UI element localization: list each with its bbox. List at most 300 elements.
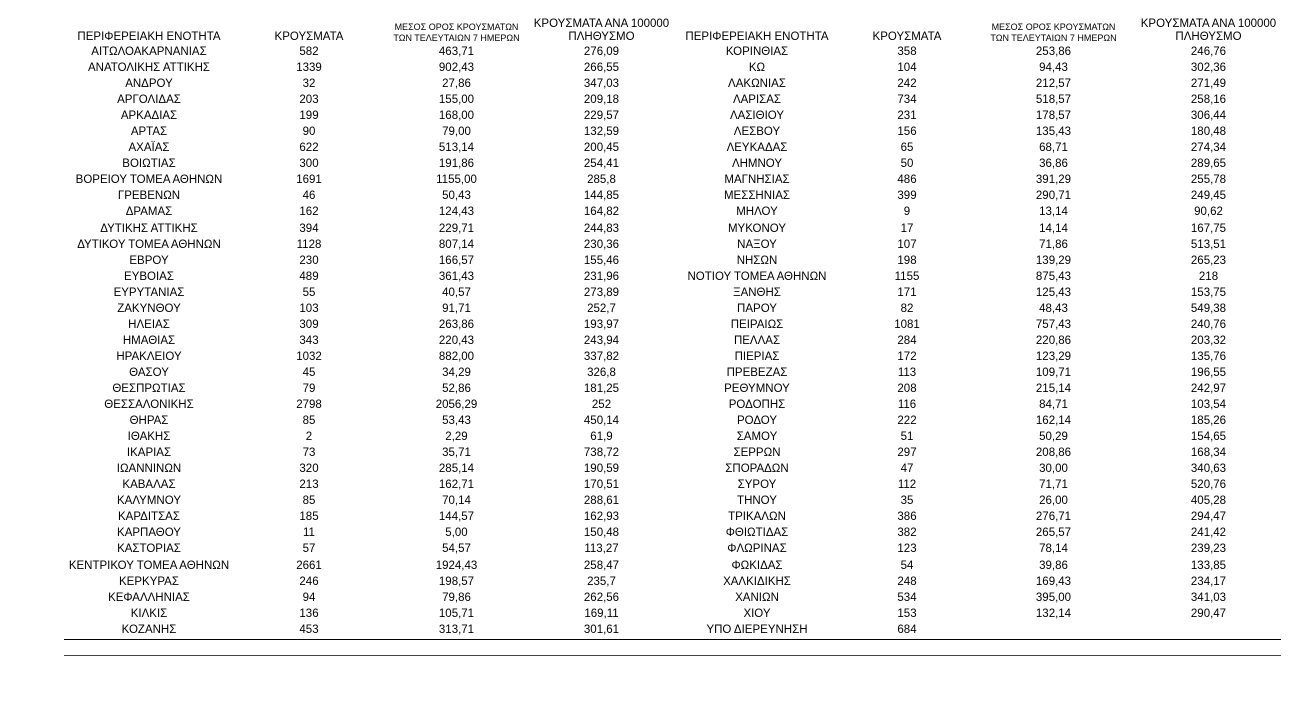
- cases-cell: 116: [897, 399, 917, 412]
- region-cell: ΧΑΝΙΩΝ: [735, 591, 779, 604]
- region-cell: ΘΕΣΠΡΩΤΙΑΣ: [112, 383, 186, 395]
- seven-day-average-cell: 35,71: [442, 447, 471, 460]
- cases-cell: 343: [299, 334, 319, 347]
- table-row: [64, 445, 674, 461]
- seven-day-average-cell: 463,71: [438, 46, 475, 59]
- per-100k-cell: 144,85: [583, 190, 620, 203]
- seven-day-average-cell: 162,14: [1035, 415, 1072, 428]
- cases-cell: 153: [897, 607, 917, 620]
- per-100k-cell: 265,23: [1190, 254, 1227, 267]
- seven-day-average-cell: 178,57: [1035, 110, 1072, 123]
- table-row: [671, 574, 1281, 590]
- table-row: [64, 509, 674, 525]
- region-cell: ΓΡΕΒΕΝΩΝ: [117, 190, 181, 203]
- seven-day-average-cell: 91,71: [442, 302, 471, 315]
- per-100k-cell: 405,28: [1190, 495, 1227, 508]
- per-100k-cell: 520,76: [1190, 479, 1227, 492]
- table-row: [64, 333, 674, 349]
- per-100k-cell: 200,45: [583, 142, 620, 155]
- cases-cell: 45: [302, 366, 316, 379]
- table-row: [671, 622, 1281, 638]
- cases-cell: 230: [299, 254, 319, 267]
- table-row: [64, 429, 674, 445]
- table-row: [671, 140, 1281, 156]
- table-row: [671, 558, 1281, 574]
- per-100k-cell: 168,34: [1190, 447, 1227, 460]
- table-row: [64, 108, 674, 124]
- per-100k-cell: 294,47: [1190, 511, 1227, 524]
- per-100k-cell: 340,63: [1190, 463, 1227, 476]
- seven-day-average-cell: 39,86: [1039, 559, 1068, 572]
- per-100k-cell: 274,34: [1190, 142, 1227, 155]
- seven-day-average-cell: 215,14: [1035, 383, 1072, 395]
- table-row: [671, 301, 1281, 317]
- table-row: [64, 301, 674, 317]
- seven-day-average-cell: 902,43: [438, 62, 475, 75]
- seven-day-average-cell: 361,43: [438, 270, 475, 283]
- per-100k-cell: 258,16: [1190, 94, 1227, 107]
- per-100k-cell: 169,11: [584, 607, 619, 620]
- cases-cell: 55: [302, 286, 316, 299]
- cases-cell: 198: [897, 254, 917, 267]
- cases-cell: 46: [302, 190, 316, 203]
- table-row: [671, 509, 1281, 525]
- table-row: [64, 413, 674, 429]
- cases-cell: 1155: [894, 270, 920, 283]
- per-100k-cell: 243,94: [583, 334, 620, 347]
- cases-cell: 107: [897, 238, 917, 251]
- seven-day-average-cell: 285,14: [438, 463, 475, 476]
- per-100k-cell: 235,7: [587, 575, 616, 588]
- cases-cell: 113: [897, 366, 917, 379]
- seven-day-average-cell: 54,57: [442, 543, 471, 556]
- header-cases: ΚΡΟΥΣΜΑΤΑ: [872, 31, 942, 43]
- per-100k-cell: 190,59: [583, 463, 620, 476]
- per-100k-cell: 289,65: [1190, 158, 1227, 171]
- table-row: [671, 108, 1281, 124]
- header-seven-day-average: [384, 14, 529, 44]
- cases-cell: 51: [900, 431, 914, 444]
- cases-cell: 534: [897, 591, 917, 604]
- region-cell: ΡΟΔΟΥ: [736, 415, 778, 428]
- table-row: [671, 44, 1281, 60]
- region-cell: ΔΡΑΜΑΣ: [125, 206, 173, 219]
- table-row: [671, 188, 1281, 204]
- per-100k-cell: 133,85: [1190, 559, 1227, 572]
- cases-cell: 242: [897, 78, 917, 91]
- cases-cell: 399: [897, 190, 917, 203]
- region-cell: ΝΟΤΙΟΥ ΤΟΜΕΑ ΑΘΗΝΩΝ: [687, 270, 827, 283]
- header-cases: ΚΡΟΥΣΜΑΤΑ: [274, 31, 344, 43]
- table-row: [671, 124, 1281, 140]
- seven-day-average-cell: 34,29: [442, 366, 471, 379]
- table-row: [64, 44, 674, 60]
- region-cell: ΠΕΛΛΑΣ: [733, 334, 781, 347]
- seven-day-average-cell: 513,14: [438, 142, 475, 155]
- region-cell: ΜΗΛΟΥ: [736, 206, 778, 219]
- seven-day-average-cell: 198,57: [438, 575, 475, 588]
- cases-cell: 90: [302, 126, 316, 139]
- cases-cell: 85: [302, 495, 316, 508]
- region-cell: ΙΘΑΚΗΣ: [127, 431, 171, 444]
- per-100k-cell: 153,75: [1190, 286, 1227, 299]
- seven-day-average-cell: 144,57: [438, 511, 475, 524]
- region-cell: ΚΙΛΚΙΣ: [130, 607, 168, 620]
- seven-day-average-cell: 5,00: [445, 527, 468, 540]
- table-header-row: [64, 14, 674, 44]
- cases-cell: 309: [299, 318, 319, 331]
- cases-cell: 17: [900, 222, 914, 235]
- per-100k-cell: 258,47: [583, 559, 620, 572]
- table-row: [671, 541, 1281, 557]
- per-100k-cell: 255,78: [1190, 174, 1227, 187]
- seven-day-average-cell: 40,57: [442, 286, 471, 299]
- per-100k-cell: 241,42: [1190, 527, 1227, 540]
- header-per100k-line1: ΚΡΟΥΣΜΑΤΑ ΑΝΑ 100000: [1140, 18, 1277, 30]
- seven-day-average-cell: 290,71: [1035, 190, 1072, 203]
- per-100k-cell: 218: [1198, 270, 1219, 283]
- seven-day-average-cell: 27,86: [442, 78, 471, 91]
- per-100k-cell: 180,48: [1190, 126, 1227, 139]
- per-100k-cell: 209,18: [583, 94, 620, 107]
- cases-cell: 486: [897, 174, 917, 187]
- per-100k-cell: 302,36: [1190, 62, 1227, 75]
- region-cell: ΞΑΝΘΗΣ: [733, 286, 781, 299]
- per-100k-cell: 90,62: [1194, 206, 1223, 219]
- per-100k-cell: 249,45: [1190, 190, 1227, 203]
- table-row: [671, 461, 1281, 477]
- per-100k-cell: 549,38: [1190, 302, 1227, 315]
- region-cell: ΒΟΡΕΙΟΥ ΤΟΜΕΑ ΑΘΗΝΩΝ: [75, 174, 223, 187]
- seven-day-average-cell: 30,00: [1039, 463, 1068, 476]
- region-cell: ΕΒΡΟΥ: [129, 254, 169, 267]
- seven-day-average-cell: 94,43: [1039, 62, 1068, 75]
- table-row: [64, 317, 674, 333]
- cases-cell: 172: [897, 350, 917, 363]
- seven-day-average-cell: 68,71: [1039, 142, 1068, 155]
- cases-cell: 171: [897, 286, 917, 299]
- table-row: [64, 140, 674, 156]
- cases-cell: 32: [302, 78, 316, 91]
- seven-day-average-cell: 155,00: [438, 94, 475, 107]
- cases-cell: 246: [299, 575, 319, 588]
- cases-cell: 103: [299, 302, 319, 315]
- region-cell: ΜΑΓΝΗΣΙΑΣ: [724, 174, 790, 187]
- table-row: [64, 188, 674, 204]
- region-cell: ΑΧΑΪΑΣ: [128, 142, 170, 155]
- table-body-left: [64, 44, 674, 638]
- cases-cell: 85: [302, 415, 316, 428]
- per-100k-cell: 239,23: [1190, 543, 1227, 556]
- table-row: [671, 413, 1281, 429]
- table-row: [671, 606, 1281, 622]
- per-100k-cell: 290,47: [1190, 607, 1227, 620]
- cases-cell: 11: [303, 527, 315, 540]
- table-row: [671, 156, 1281, 172]
- per-100k-cell: 288,61: [583, 495, 620, 508]
- per-100k-cell: 167,75: [1190, 222, 1227, 235]
- table-row: [671, 253, 1281, 269]
- header-avg-line2: ΤΩΝ ΤΕΛΕΥΤΑΙΩΝ 7 ΗΜΕΡΩΝ: [393, 33, 520, 43]
- region-cell: ΕΥΡΥΤΑΝΙΑΣ: [113, 286, 185, 299]
- cases-cell: 35: [900, 495, 914, 508]
- per-100k-cell: 234,17: [1190, 575, 1227, 588]
- cases-cell: 203: [299, 94, 319, 107]
- region-cell: ΦΘΙΩΤΙΔΑΣ: [725, 527, 789, 540]
- region-cell: ΚΑΡΠΑΘΟΥ: [117, 527, 181, 540]
- seven-day-average-cell: 79,86: [442, 591, 471, 604]
- table-row: [671, 204, 1281, 220]
- region-cell: ΕΥΒΟΙΑΣ: [124, 270, 174, 283]
- table-row: [671, 317, 1281, 333]
- table-row: [64, 381, 674, 397]
- seven-day-average-cell: 50,43: [442, 190, 471, 203]
- cases-cell: 136: [299, 607, 319, 620]
- cases-cell: 222: [897, 415, 917, 428]
- table-row: [671, 445, 1281, 461]
- footer-rule: [64, 655, 1281, 656]
- header-seven-day-average: [971, 14, 1136, 44]
- seven-day-average-cell: 220,43: [438, 334, 475, 347]
- table-row: [671, 381, 1281, 397]
- table-row: [671, 60, 1281, 76]
- header-per100k-line2: ΠΛΗΘΥΣΜΟ: [1175, 31, 1242, 43]
- per-100k-cell: 276,09: [583, 46, 620, 59]
- table-row: [64, 606, 674, 622]
- cases-cell: 162: [299, 206, 319, 219]
- cases-cell: 208: [897, 383, 917, 395]
- table-bottom-rule: [64, 639, 1281, 640]
- table-row: [64, 124, 674, 140]
- region-cell: ΛΕΥΚΑΔΑΣ: [726, 142, 788, 155]
- region-cell: ΥΠΟ ΔΙΕΡΕΥΝΗΣΗ: [706, 623, 808, 636]
- per-100k-cell: 273,89: [583, 286, 620, 299]
- region-cell: ΣΥΡΟΥ: [737, 479, 777, 492]
- region-cell: ΑΡΓΟΛΙΔΑΣ: [117, 94, 181, 107]
- table-row: [671, 365, 1281, 381]
- cases-cell: 2661: [296, 559, 322, 572]
- seven-day-average-cell: 807,14: [438, 238, 475, 251]
- table-row: [64, 172, 674, 188]
- per-100k-cell: 113,27: [584, 543, 619, 556]
- region-cell: ΔΥΤΙΚΗΣ ΑΤΤΙΚΗΣ: [100, 222, 198, 235]
- seven-day-average-cell: 212,57: [1035, 78, 1072, 91]
- seven-day-average-cell: 36,86: [1039, 158, 1068, 171]
- per-100k-cell: 231,96: [583, 270, 620, 283]
- cases-cell: 213: [299, 479, 319, 492]
- header-cases-per-100k: [529, 14, 674, 44]
- table-row: [671, 525, 1281, 541]
- region-cell: ΧΙΟΥ: [743, 607, 771, 620]
- table-row: [671, 285, 1281, 301]
- region-cell: ΚΑΛΥΜΝΟΥ: [117, 495, 181, 508]
- table-row: [64, 253, 674, 269]
- region-cell: ΔΥΤΙΚΟΥ ΤΟΜΕΑ ΑΘΗΝΩΝ: [77, 238, 221, 251]
- seven-day-average-cell: 52,86: [442, 383, 471, 395]
- region-cell: ΙΚΑΡΙΑΣ: [126, 447, 172, 460]
- seven-day-average-cell: [971, 622, 1136, 638]
- per-100k-cell: 61,9: [590, 431, 613, 444]
- table-row: [64, 76, 674, 92]
- cases-cell: 199: [299, 110, 319, 123]
- seven-day-average-cell: 875,43: [1035, 270, 1072, 283]
- seven-day-average-cell: 132,14: [1035, 607, 1072, 620]
- table-row: [64, 285, 674, 301]
- cases-cell: 622: [299, 142, 319, 155]
- region-cell: ΑΡΚΑΔΙΑΣ: [120, 110, 178, 123]
- per-100k-cell: 230,36: [583, 238, 620, 251]
- table-row: [671, 349, 1281, 365]
- region-cell: ΜΥΚΟΝΟΥ: [727, 222, 787, 235]
- region-cell: ΗΜΑΘΙΑΣ: [122, 334, 176, 347]
- seven-day-average-cell: 70,14: [442, 495, 471, 508]
- seven-day-average-cell: 84,71: [1039, 399, 1068, 412]
- table-row: [64, 558, 674, 574]
- cases-cell: 54: [900, 559, 914, 572]
- region-cell: ΤΗΝΟΥ: [737, 495, 777, 508]
- table-row: [64, 541, 674, 557]
- per-100k-cell: 306,44: [1190, 110, 1227, 123]
- seven-day-average-cell: 168,00: [438, 110, 475, 123]
- per-100k-cell: 244,83: [583, 222, 620, 235]
- per-100k-cell: 271,49: [1190, 78, 1227, 91]
- table-row: [671, 76, 1281, 92]
- table-row: [64, 92, 674, 108]
- cases-cell: 489: [299, 270, 319, 283]
- region-cell: ΦΛΩΡΙΝΑΣ: [727, 543, 787, 556]
- region-cell: ΣΑΜΟΥ: [736, 431, 778, 444]
- region-cell: ΚΩ: [748, 62, 766, 75]
- header-per100k-line2: ΠΛΗΘΥΣΜΟ: [568, 31, 635, 43]
- per-100k-cell: 170,51: [583, 479, 620, 492]
- region-cell: ΑΝΑΤΟΛΙΚΗΣ ΑΤΤΙΚΗΣ: [87, 62, 210, 75]
- cases-cell: 582: [299, 46, 319, 59]
- per-100k-cell: 285,8: [587, 174, 616, 187]
- seven-day-average-cell: 313,71: [438, 623, 475, 636]
- per-100k-cell: 135,76: [1190, 350, 1227, 363]
- cases-cell: 79: [302, 383, 316, 395]
- table-row: [64, 365, 674, 381]
- per-100k-cell: 103,54: [1190, 399, 1227, 412]
- per-100k-cell: 326,8: [587, 366, 616, 379]
- seven-day-average-cell: 124,43: [438, 206, 475, 219]
- cases-cell: 185: [299, 511, 319, 524]
- header-avg-line1: ΜΕΣΟΣ ΟΡΟΣ ΚΡΟΥΣΜΑΤΩΝ: [991, 22, 1116, 32]
- seven-day-average-cell: 395,00: [1035, 591, 1072, 604]
- seven-day-average-cell: 518,57: [1035, 94, 1072, 107]
- cases-cell: 73: [302, 447, 316, 460]
- cases-cell: 453: [299, 623, 319, 636]
- per-100k-cell: 155,46: [583, 254, 620, 267]
- table-row: [671, 237, 1281, 253]
- per-100k-cell: 154,65: [1190, 431, 1227, 444]
- region-cell: ΛΑΡΙΣΑΣ: [732, 94, 782, 107]
- region-cell: ΑΝΔΡΟΥ: [125, 78, 173, 91]
- table-row: [671, 397, 1281, 413]
- seven-day-average-cell: 757,43: [1035, 318, 1072, 331]
- region-cell: ΛΕΣΒΟΥ: [733, 126, 781, 139]
- region-cell: ΚΟΡΙΝΘΙΑΣ: [725, 46, 789, 59]
- cases-cell: 394: [299, 222, 319, 235]
- table-row: [64, 237, 674, 253]
- seven-day-average-cell: 162,71: [438, 479, 475, 492]
- table-body-right: [671, 44, 1281, 638]
- region-cell: ΘΗΡΑΣ: [129, 415, 169, 428]
- cases-cell: 2798: [296, 399, 322, 412]
- per-100k-cell: 341,03: [1190, 591, 1227, 604]
- per-100k-cell: 337,82: [583, 350, 620, 363]
- region-cell: ΡΕΘΥΜΝΟΥ: [724, 383, 790, 395]
- cases-cell: 320: [299, 463, 319, 476]
- table-row: [64, 525, 674, 541]
- seven-day-average-cell: 229,71: [438, 222, 475, 235]
- table-row: [671, 493, 1281, 509]
- region-cell: ΝΗΣΩΝ: [736, 254, 778, 267]
- seven-day-average-cell: 1155,00: [436, 174, 477, 187]
- per-100k-cell: 164,82: [583, 206, 620, 219]
- header-avg-line1: ΜΕΣΟΣ ΟΡΟΣ ΚΡΟΥΣΜΑΤΩΝ: [394, 22, 519, 32]
- cases-cell: 284: [897, 334, 917, 347]
- region-cell: ΚΕΦΑΛΛΗΝΙΑΣ: [108, 591, 190, 604]
- seven-day-average-cell: 166,57: [438, 254, 475, 267]
- region-cell: ΖΑΚΥΝΘΟΥ: [117, 302, 181, 315]
- table-row: [671, 172, 1281, 188]
- region-cell: ΠΑΡΟΥ: [737, 302, 777, 315]
- seven-day-average-cell: 2,29: [445, 431, 468, 444]
- region-cell: ΒΟΙΩΤΙΑΣ: [122, 158, 176, 171]
- per-100k-cell: 246,76: [1190, 46, 1227, 59]
- seven-day-average-cell: 191,86: [438, 158, 475, 171]
- seven-day-average-cell: 1924,43: [435, 559, 478, 572]
- seven-day-average-cell: 79,00: [442, 126, 471, 139]
- per-100k-cell: 132,59: [583, 126, 620, 139]
- table-row: [671, 92, 1281, 108]
- region-cell: ΙΩΑΝΝΙΝΩΝ: [116, 463, 182, 476]
- table-row: [64, 397, 674, 413]
- table-row: [64, 269, 674, 285]
- per-100k-cell: 229,57: [583, 110, 620, 123]
- seven-day-average-cell: 220,86: [1035, 334, 1072, 347]
- seven-day-average-cell: 2056,29: [435, 399, 478, 412]
- header-region: ΠΕΡΙΦΕΡΕΙΑΚΗ ΕΝΟΤΗΤΑ: [685, 31, 829, 43]
- cases-cell: 9: [903, 206, 911, 219]
- seven-day-average-cell: 253,86: [1035, 46, 1072, 59]
- per-100k-cell: 252,7: [587, 302, 616, 315]
- seven-day-average-cell: 208,86: [1035, 447, 1072, 460]
- per-100k-cell: 242,97: [1190, 383, 1227, 395]
- cases-cell: 1081: [894, 318, 920, 331]
- seven-day-average-cell: 71,86: [1039, 238, 1068, 251]
- seven-day-average-cell: 276,71: [1035, 511, 1072, 524]
- seven-day-average-cell: 882,00: [438, 350, 475, 363]
- region-cell: ΚΟΖΑΝΗΣ: [121, 623, 177, 636]
- cases-cell: 82: [900, 302, 914, 315]
- seven-day-average-cell: 391,29: [1035, 174, 1072, 187]
- cases-cell: 382: [897, 527, 917, 540]
- seven-day-average-cell: 105,71: [438, 607, 475, 620]
- table-row: [671, 269, 1281, 285]
- per-100k-cell: 150,48: [583, 527, 620, 540]
- table-row: [671, 590, 1281, 606]
- cases-cell: 1128: [296, 238, 322, 251]
- seven-day-average-cell: 169,43: [1035, 575, 1072, 588]
- cases-cell: 112: [897, 479, 917, 492]
- region-cell: ΛΗΜΝΟΥ: [731, 158, 783, 171]
- per-100k-cell: 347,03: [583, 78, 620, 91]
- region-cell: ΚΕΝΤΡΙΚΟΥ ΤΟΜΕΑ ΑΘΗΝΩΝ: [68, 559, 230, 572]
- seven-day-average-cell: 26,00: [1039, 495, 1068, 508]
- cases-cell: 734: [897, 94, 917, 107]
